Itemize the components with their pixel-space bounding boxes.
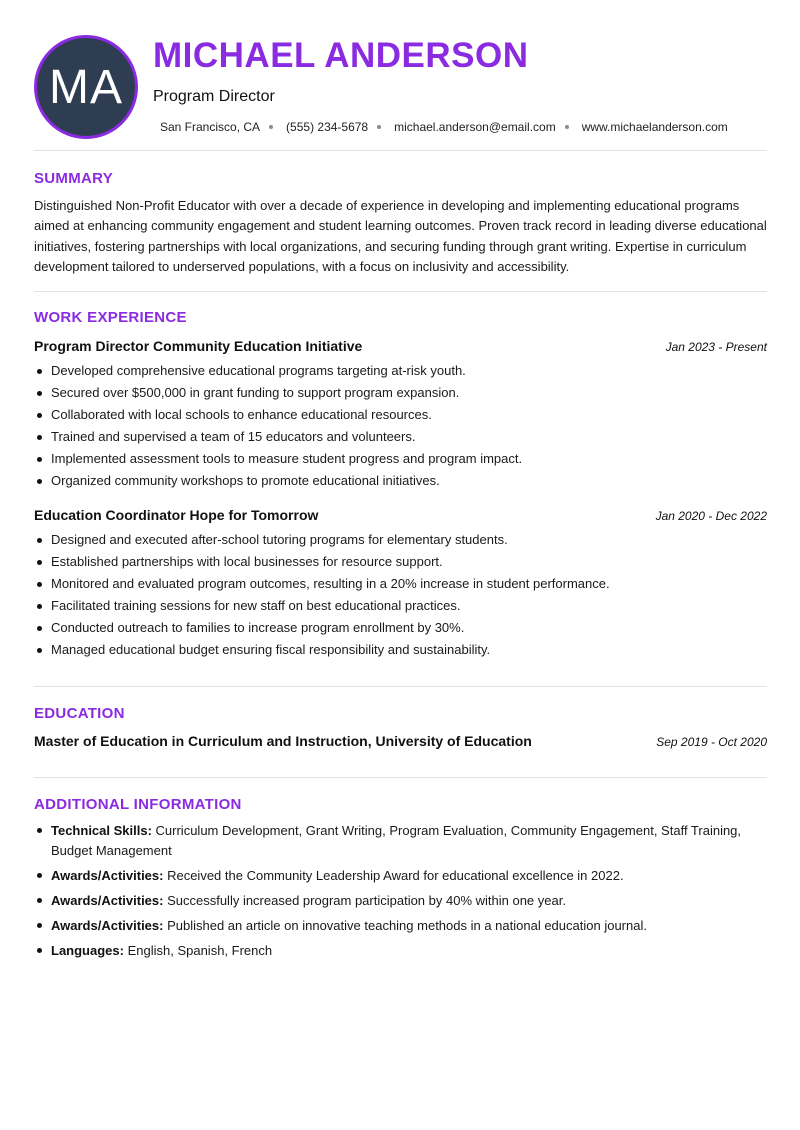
divider <box>34 150 767 151</box>
list-item: Implemented assessment tools to measure student progress and program impact. <box>34 448 767 470</box>
list-item: Trained and supervised a team of 15 educators and volunteers. <box>34 426 767 448</box>
job-header <box>34 338 767 354</box>
separator-dot-icon <box>565 125 569 129</box>
list-item <box>34 916 767 936</box>
list-item: Monitored and evaluated program outcomes, resulting in a 20% increase in student performance. <box>34 573 767 595</box>
list-item: Collaborated with local schools to enhance educational resources. <box>34 404 767 426</box>
item-label: Awards/Activities: <box>51 867 164 883</box>
list-item <box>34 891 767 911</box>
job-dates: Jan 2020 - Dec 2022 <box>655 509 767 523</box>
experience-heading: WORK EXPERIENCE <box>34 309 187 326</box>
list-item: Facilitated training sessions for new staff on best educational practices. <box>34 595 767 617</box>
contact-phone: (555) 234-5678 <box>286 120 369 134</box>
list-item: Organized community workshops to promote educational initiatives. <box>34 470 767 492</box>
avatar-initials: MA <box>49 60 123 114</box>
job-dates: Jan 2023 - Present <box>665 340 767 354</box>
contact-website[interactable]: www.michaelanderson.com <box>581 120 728 134</box>
additional-list <box>34 821 767 966</box>
job-bullets <box>34 360 767 492</box>
item-text: Successfully increased program participation by 40% within one year. <box>163 892 566 908</box>
divider <box>34 686 767 687</box>
item-label: Languages: <box>51 942 124 958</box>
job-title: Education Coordinator Hope for Tomorrow <box>34 507 319 523</box>
contact-email[interactable]: michael.anderson@email.com <box>394 120 556 134</box>
divider <box>34 291 767 292</box>
list-item: Developed comprehensive educational programs targeting at-risk youth. <box>34 360 767 382</box>
item-label: Technical Skills: <box>51 823 152 838</box>
list-item <box>34 821 767 860</box>
divider <box>34 777 767 778</box>
list-item: Managed educational budget ensuring fiscal responsibility and sustainability. <box>34 639 767 661</box>
contact-bar <box>160 120 728 134</box>
list-item: Secured over $500,000 in grant funding to support program expansion. <box>34 382 767 404</box>
contact-location: San Francisco, CA <box>160 120 261 134</box>
education-heading: EDUCATION <box>34 705 125 722</box>
education-dates: Sep 2019 - Oct 2020 <box>656 735 767 749</box>
degree-title: Master of Education in Curriculum and Instruction, University of Education <box>34 733 532 749</box>
list-item: Conducted outreach to families to increase program enrollment by 30%. <box>34 617 767 639</box>
item-text: Received the Community Leadership Award for educational excellence in 2022. <box>163 867 624 883</box>
avatar <box>34 35 138 139</box>
item-label: Awards/Activities: <box>51 892 164 908</box>
job-header <box>34 507 767 523</box>
item-text: English, Spanish, French <box>123 942 273 958</box>
summary-text: Distinguished Non-Profit Educator with over a decade of experience in developing and implementing educational programs aimed at enhancing community engagement and student learning outcomes. Proven track record in leading diverse educational initiatives, fostering partnerships with local organizations, and securing funding through grant writing. Expertise in curriculum development tailored to underserved populations, with a focus on inclusivity and accessibility. <box>34 198 767 274</box>
list-item: Designed and executed after-school tutoring programs for elementary students. <box>34 529 767 551</box>
job-bullets <box>34 529 767 661</box>
job-title: Program Director Community Education Initiative <box>34 338 363 354</box>
separator-dot-icon <box>269 125 273 129</box>
candidate-role: Program Director <box>153 88 275 105</box>
additional-heading: ADDITIONAL INFORMATION <box>34 796 242 813</box>
item-text: Curriculum Development, Grant Writing, Program Evaluation, Community Engagement, Staff Training, Budget Management <box>51 823 742 858</box>
item-label: Awards/Activities: <box>51 917 164 933</box>
list-item: Established partnerships with local businesses for resource support. <box>34 551 767 573</box>
summary-heading: SUMMARY <box>34 170 114 187</box>
list-item <box>34 941 767 961</box>
list-item <box>34 866 767 886</box>
item-text: Published an article on innovative teaching methods in a national education journal. <box>163 917 647 933</box>
candidate-name: MICHAEL ANDERSON <box>153 36 529 75</box>
separator-dot-icon <box>377 125 381 129</box>
education-entry <box>34 733 767 749</box>
